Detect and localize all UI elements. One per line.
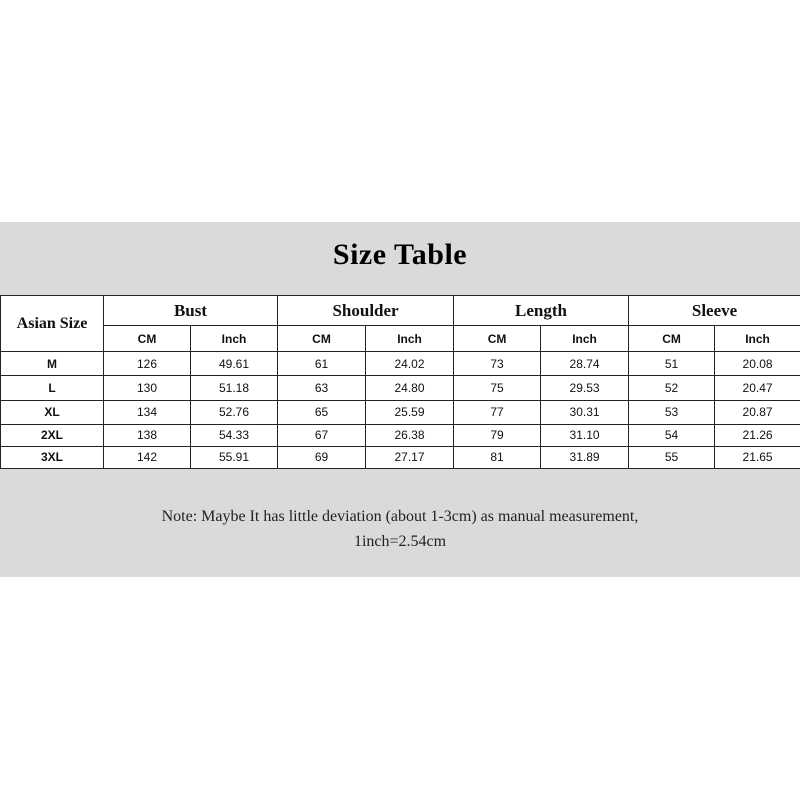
sleeve-inch-cell: 21.26	[715, 424, 800, 446]
bust-inch-cell: 51.18	[191, 376, 278, 400]
length-header: Length	[454, 296, 629, 326]
sleeve-cm-cell: 55	[629, 446, 715, 468]
sleeve-cm-cell: 53	[629, 400, 715, 424]
unit-header-inch: Inch	[715, 326, 800, 352]
bust-cm-cell: 142	[104, 446, 191, 468]
length-cm-cell: 79	[454, 424, 541, 446]
length-inch-cell: 31.10	[541, 424, 629, 446]
sleeve-header: Sleeve	[629, 296, 800, 326]
shoulder-cm-cell: 67	[278, 424, 366, 446]
bust-inch-cell: 52.76	[191, 400, 278, 424]
shoulder-cm-cell: 65	[278, 400, 366, 424]
shoulder-cm-cell: 61	[278, 352, 366, 376]
sleeve-cm-cell: 51	[629, 352, 715, 376]
shoulder-header: Shoulder	[278, 296, 454, 326]
unit-header-cm: CM	[104, 326, 191, 352]
size-label: L	[1, 376, 104, 400]
shoulder-inch-cell: 26.38	[366, 424, 454, 446]
sleeve-inch-cell: 21.65	[715, 446, 800, 468]
length-inch-cell: 30.31	[541, 400, 629, 424]
unit-header-inch: Inch	[191, 326, 278, 352]
table-row	[1, 446, 800, 468]
bust-inch-cell: 54.33	[191, 424, 278, 446]
bust-cm-cell: 134	[104, 400, 191, 424]
unit-header-cm: CM	[454, 326, 541, 352]
length-cm-cell: 75	[454, 376, 541, 400]
sleeve-inch-cell: 20.87	[715, 400, 800, 424]
size-table	[0, 295, 800, 469]
table-row	[1, 376, 800, 400]
unit-header-cm: CM	[278, 326, 366, 352]
unit-header-cm: CM	[629, 326, 715, 352]
size-label: 3XL	[1, 446, 104, 468]
shoulder-inch-cell: 25.59	[366, 400, 454, 424]
shoulder-inch-cell: 24.80	[366, 376, 454, 400]
length-cm-cell: 81	[454, 446, 541, 468]
conversion-note: 1inch=2.54cm	[353, 533, 447, 550]
sleeve-inch-cell: 20.47	[715, 376, 800, 400]
bust-header: Bust	[104, 296, 278, 326]
sleeve-cm-cell: 52	[629, 376, 715, 400]
size-label: XL	[1, 400, 104, 424]
bust-cm-cell: 138	[104, 424, 191, 446]
length-inch-cell: 31.89	[541, 446, 629, 468]
shoulder-inch-cell: 24.02	[366, 352, 454, 376]
table-row	[1, 424, 800, 446]
length-cm-cell: 77	[454, 400, 541, 424]
bust-cm-cell: 130	[104, 376, 191, 400]
bust-inch-cell: 55.91	[191, 446, 278, 468]
size-label: 2XL	[1, 424, 104, 446]
length-inch-cell: 28.74	[541, 352, 629, 376]
sleeve-cm-cell: 54	[629, 424, 715, 446]
bust-cm-cell: 126	[104, 352, 191, 376]
size-label: M	[1, 352, 104, 376]
shoulder-inch-cell: 27.17	[366, 446, 454, 468]
bust-inch-cell: 49.61	[191, 352, 278, 376]
note-line: Note: Maybe It has little deviation (about 1-3cm) as manual measurement,	[161, 508, 639, 525]
unit-header-inch: Inch	[366, 326, 454, 352]
table-row	[1, 352, 800, 376]
length-cm-cell: 73	[454, 352, 541, 376]
sleeve-inch-cell: 20.08	[715, 352, 800, 376]
shoulder-cm-cell: 69	[278, 446, 366, 468]
unit-header-inch: Inch	[541, 326, 629, 352]
table-row	[1, 400, 800, 424]
asian-size-header: Asian Size	[1, 296, 104, 352]
measurement-note	[0, 504, 800, 554]
page-title: Size Table	[332, 238, 468, 271]
shoulder-cm-cell: 63	[278, 376, 366, 400]
length-inch-cell: 29.53	[541, 376, 629, 400]
